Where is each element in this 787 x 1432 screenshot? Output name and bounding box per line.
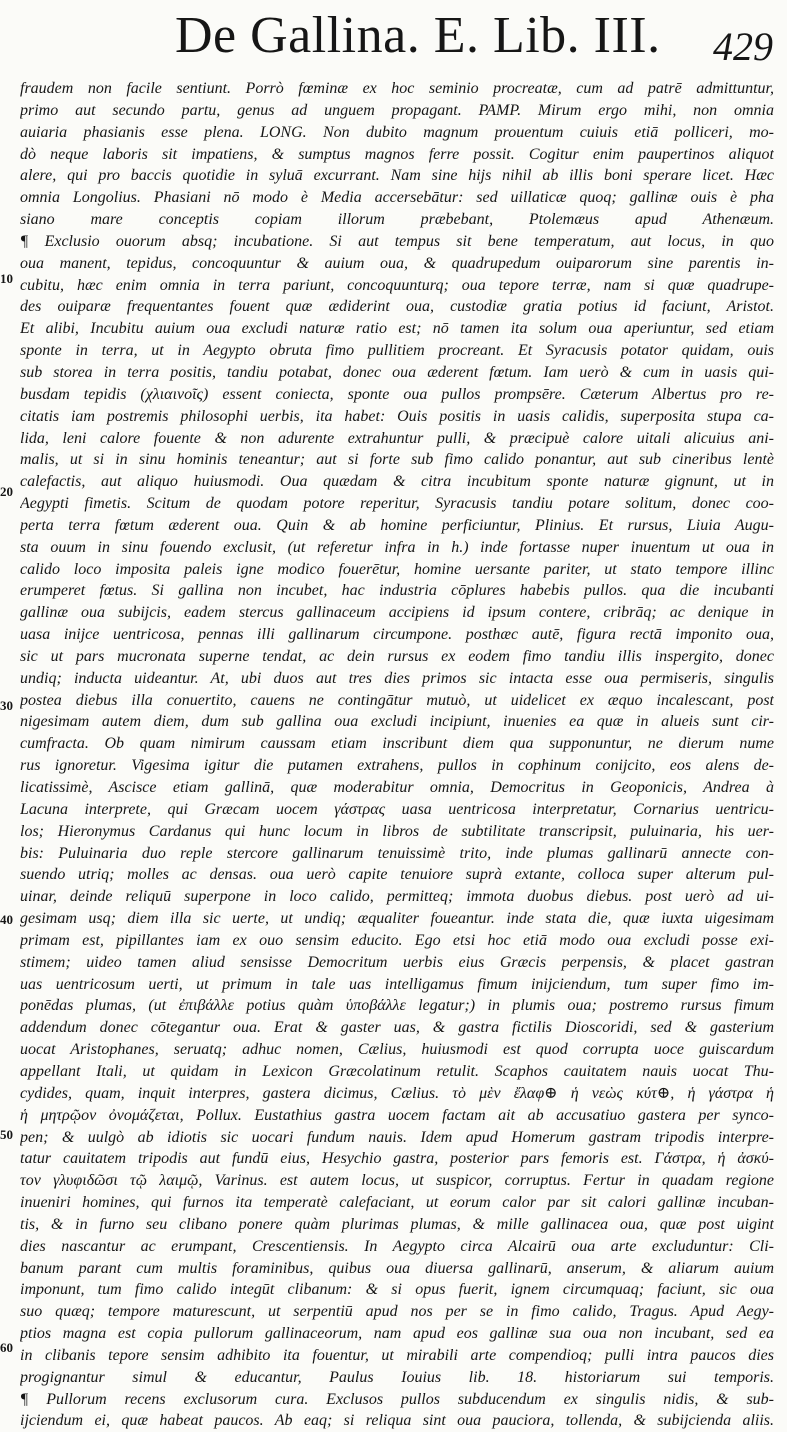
text-line: fraudem non facile sentiunt. Porrò fœminæ ex hoc seminio procreatæ, cum ad patrē admittuntur, — [20, 80, 774, 97]
text-line: calido loco imposita paleis igne modico fouerētur, homine uersante pariter, ut stato tempore illinc — [20, 560, 774, 578]
margin-number: 30 — [0, 698, 13, 713]
text-line: suendo utriq; molles ac densas. oua uerò capite tenuiore suprà extante, colloca super alterum pul- — [20, 866, 774, 884]
margin-number: 50 — [0, 1127, 13, 1142]
text-line: τον γλυφιδῶσι τῷ λαιμῷ, Varinus. est autem locus, ut suspicor, corruptus. Fertur in quadam regione — [20, 1172, 774, 1190]
running-title: De Gallina. E. Lib. III. — [175, 7, 661, 64]
text-line: suo quæq; tempore maturescunt, ut serpentiū apud nos per se in fimo calido, Tragus. Apud Aegy- — [20, 1303, 774, 1321]
text-line: uocat Aristophanes, seruatq; adhuc nomen, Cælius, huiusmodi est quod corrupta uoce guiscardum — [20, 1041, 774, 1059]
text-line: nigesimam autem diem, dum sub gallina oua excludi incipiunt, inuenies ea quæ in alueis sunt cir- — [20, 713, 774, 731]
text-line: dò neque laboris sit impatiens, & sumptus magnos ferre possit. Cogitur enim paupertinos aliquot — [20, 145, 774, 163]
text-line: calefactis, aut aliquo huiusmodi. Oua quædam & citra incubitum sponte naturæ gignunt, ut in — [20, 473, 774, 491]
text-line: uasa inijce uentricosa, pennas illi gallinarum circumpone. posthæc autē, figura rectā imponito oua, — [20, 626, 774, 644]
text-line: ἡ μητρῷον ὀνομάζεται, Pollux. Eustathius gastra uocem factam ait ab accusatiuo gastera per synco- — [20, 1106, 774, 1124]
text-line: ptios magna est copia pullorum gallinaceorum, nam apud eos gallinæ sua oua non incubant, sed ea — [20, 1325, 774, 1343]
text-line: gesimam usq; diem illa sic uerte, ut undiq; æqualiter foueantur. inde stata die, quæ iuxta uigesimam — [20, 910, 774, 928]
text-line: oua manent, tepidus, concoquuntur & auium oua, & quadrupedum ouiparorum sine parentis in- — [20, 254, 774, 272]
text-line: pen; & uulgò ab idiotis sic uocari fundum nauis. Idem apud Homerum gastram tripodis interpre- — [20, 1128, 774, 1146]
text-line: Aegypti fimetis. Scitum de quodam potore reperitur, Syracusis tandiu potare solitum, donec coo- — [20, 495, 774, 513]
text-line: appellant Itali, ut quidam in Lexicon Græcolatinum retulit. Scaphos cauitatem nauis uocat Thu- — [20, 1062, 774, 1080]
text-line: omnia Longolius. Phasiani nō modo è Media accersebātur: sed uillaticæ quoq; gallinæ ouis è pha — [20, 189, 774, 207]
margin-line-numbers — [0, 0, 20, 1402]
text-line: postea diebus illa conuertito, cauens ne contingātur mutuò, ut uidelicet ex æquo incalescant, post — [20, 691, 774, 709]
text-line: uas uentricosum uerti, ut primum in tale uas intelligamus fimum inijciendum, tum super fimo im- — [20, 975, 774, 993]
text-line: undiq; inducta uideantur. At, ubi duos aut tres dies primos sic intacta esse oua permiseris, singulis — [20, 669, 774, 687]
text-line: progignantur simul & educantur, Paulus Iouius lib. 18. historiarum sui temporis. — [20, 1368, 774, 1386]
text-line: sta ouum in sinu fouendo exclusit, (ut referetur infra in h.) inde fortasse nuper inuentum ut oua in — [20, 538, 774, 556]
text-line: lida, leni calore fouente & non adurente extrahuntur pulli, & præcipuè calore uitali alicuius ani- — [20, 429, 774, 447]
text-line: gallinæ oua subijcis, eadem stercus gallinaceum accipiens id ipsum contere, cribrāq; ac denique in — [20, 604, 774, 622]
text-line: sic ut pars mucronata superne tendat, ac dein rursus ex eodem fimo tandiu illis inspergito, donec — [20, 647, 774, 665]
text-line: auiaria phasianis esse plena. LONG. Non dubito magnum prouentum cuiuis etiā polliceri, mo- — [20, 123, 774, 141]
margin-number: 60 — [0, 1340, 13, 1355]
margin-number: 20 — [0, 484, 13, 499]
text-line: cumfracta. Ob quam nimirum caussam etiam inscribunt diem qua supponuntur, ne dierum nume — [20, 735, 774, 753]
text-line: malis, ut si in sinu hominis teneantur; aut si forte sub fimo calido ponantur, aut sub cineribus lentè — [20, 451, 774, 469]
text-line: primam est, pipillantes iam ex ouo sensim educito. Ego etsi hoc etiā modo oua excludi posse exi- — [20, 931, 774, 949]
text-line: ¶ Exclusio ouorum absq; incubatione. Si aut tempus sit bene temperatum, aut locus, in quo — [20, 232, 774, 250]
text-line: cubitu, hæc enim omnia in terra pariunt, concoquunturq; oua tepore terræ, nam si quæ quadrupe- — [20, 276, 774, 294]
text-line: tatur cauitatem tripodis aut fundū eius, Hesychio gastra, posterior pars femoris est. Γάστρα, ἡ ἀσκύ- — [20, 1150, 774, 1168]
margin-number: 10 — [0, 271, 13, 286]
page-number: 429 — [713, 24, 773, 69]
text-line: ijciendum ei, quæ habeat paucos. Ab eaq; si reliqua sint oua pauciora, tollenda, & subijcienda aliis. — [20, 1412, 774, 1430]
text-line: tis, & in furno seu clibano ponere quàm plurimas plumas, & mille gallinacea oua, quæ post uigint — [20, 1215, 774, 1233]
text-line: los; Hieronymus Cardanus qui hunc locum in libros de subtilitate transcripsit, puluinaria, his uer- — [20, 822, 774, 840]
text-line: ¶ Pullorum recens exclusorum cura. Exclusos pullos subducendum ex singulis nidis, & sub- — [20, 1390, 774, 1408]
text-line: sponte in terra, ut in Aegypto obruta fimo pullitiem procreant. Et Syracusis potator quidam, ouis — [20, 342, 774, 360]
text-line: dies nascantur ac erumpant, Crescentiensis. In Aegypto circa Alcairū oua arte excluduntur: Cli- — [20, 1237, 774, 1255]
text-line: banum parant cum multis foraminibus, quibus oua diuersa gallinarū, anserum, & aliarum auium — [20, 1259, 774, 1277]
text-line: cydides, quam, inquit interpres, gastera dicimus, Cælius. τὸ μὲν ἔλαφ⊕ ἡ νεὼς κύτ⊕, ἡ γάστρα ἡ — [20, 1084, 774, 1102]
text-line: licatissimè, Ascisce etiam gallinā, quæ moderabitur omnia, Democritus in Geoponicis, Andrea à — [20, 779, 774, 796]
text-line: imponunt, tum fimo calido integūt clibanum: & si opus fuerit, ignem circumquaq; faciunt, sic oua — [20, 1281, 774, 1299]
text-line: Lacuna interprete, qui Græcam uocem γάστρας uasa uentricosa interpretatur, Cornarius uentricu- — [20, 800, 774, 818]
text-line: inueniri homines, qui furnos ita temperatè calefaciant, ut eorum calor par sit calori gallinæ incuban- — [20, 1194, 774, 1212]
text-line: busdam tepidis (χλιαινοῖς) essent coniecta, sponte oua pullos prompsēre. Cæterum Albertus pro re- — [20, 385, 774, 403]
text-line: erumperet fœtus. Si gallina non incubet, hac industria cōplures habebis pullos. qua die incubanti — [20, 582, 774, 600]
text-line: stimem; uideo tamen aliud sensisse Democritum uerbis eius Græcis perpensis, & placet gastran — [20, 953, 774, 971]
margin-number: 40 — [0, 912, 13, 927]
text-line: addendum donec cōtegantur oua. Erat & gaster uas, & gastra fictilis Dioscoridi, sed & gasterium — [20, 1019, 774, 1037]
text-line: sub storea in terra positis, tandiu potabat, donec oua æderent fœtum. Iam uerò & cum in uasis qui- — [20, 363, 774, 381]
body-text — [20, 78, 774, 1432]
text-line: rus ignoretur. Vigesima igitur die putamen extrahens, pullos in cophinum conijcito, eos alens de- — [20, 757, 774, 775]
text-line: uinar, deinde reliquū superpone in loco calido, permitteq; immota duobus diebus. post uerò ad ui- — [20, 888, 774, 906]
text-line: ponēdas plumas, (ut ἐπιβάλλε potius quàm ὑποβάλλε legatur;) in plumis oua; postremo rursus fimum — [20, 997, 774, 1015]
text-line: bis: Puluinaria duo reple stercore gallinarum tenuissimè trito, inde plumas gallinarū annecte con- — [20, 844, 774, 862]
text-line: perta terra fœtum æderent oua. Quin & ab homine perficiuntur, Plinius. Et rursus, Liuia Augu- — [20, 516, 774, 534]
text-line: citatis iam postremis philosophi uerbis, ita habet: Ouis positis in uasis calidis, superposita stupa ca- — [20, 407, 774, 425]
text-line: siano mare conceptis copiam illorum præbebant, Ptolemæus apud Athenæum. — [20, 211, 774, 229]
text-line: des ouiparæ frequentantes fouent quæ ædiderint oua, custodiæ gratia potius id faciunt, Aristot. — [20, 298, 774, 316]
text-line: in clibanis tepore sensim adhibito ita fouentur, ut mirabili arte compendioq; pulli intra paucos dies — [20, 1346, 774, 1364]
text-line: primo aut secundo partu, genus ad unguem propagant. PAMP. Mirum ergo mihi, non omnia — [20, 101, 774, 119]
text-line: Et alibi, Incubitu auium oua excludi naturæ ratio est; nō tamen ita solum oua aperiuntur, sed etiam — [20, 320, 774, 338]
text-line: alere, qui pro baccis quotidie in syluā excurrant. Nam sine hijs nihil ab illis boni sperare licet. Hæc — [20, 167, 774, 185]
page-header — [0, 0, 787, 80]
